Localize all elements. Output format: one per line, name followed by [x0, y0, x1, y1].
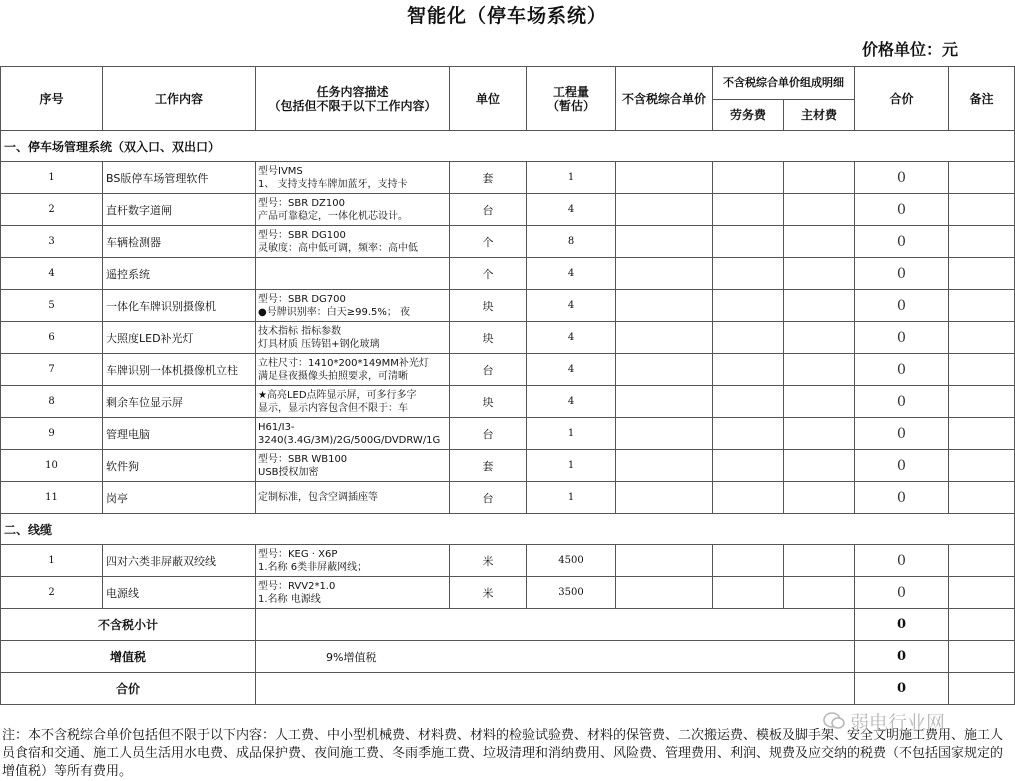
- desc-line: 型号：RVV2*1.0: [258, 580, 336, 592]
- cell-work: 大照度LED补光灯: [103, 322, 256, 354]
- cell-remark: [949, 194, 1015, 226]
- cell-labor: [713, 162, 784, 194]
- summary-label: 合价: [1, 673, 256, 705]
- desc-line: ★高亮LED点阵显示屏，可多行多字: [258, 389, 417, 401]
- section-title: 二、线缆: [1, 514, 1015, 545]
- unit-row: [0, 33, 1014, 66]
- cell-labor: [713, 577, 784, 609]
- header-qty-line1: 工程量: [552, 84, 589, 99]
- cell-qty: 1: [527, 418, 616, 450]
- summary-total: 0: [855, 641, 949, 673]
- summary-remark: [949, 609, 1015, 641]
- cell-total: 0: [855, 450, 949, 482]
- sheet-title: 智能化（停车场系统）: [406, 5, 607, 27]
- cell-remark: [949, 577, 1015, 609]
- cell-remark: [949, 450, 1015, 482]
- cell-work: 遥控系统: [103, 258, 256, 290]
- cell-unit: 台: [450, 482, 527, 514]
- cell-unit: 台: [450, 418, 527, 450]
- summary-label: 增值税: [1, 641, 256, 673]
- cell-desc: [256, 354, 450, 386]
- cell-seq: 9: [1, 418, 103, 450]
- cell-total: 0: [855, 322, 949, 354]
- cell-price: [616, 162, 713, 194]
- cell-qty: 4: [527, 258, 616, 290]
- desc-line: 立柱尺寸：1410*200*149MM补光灯: [258, 357, 429, 369]
- header-unit: 单位: [450, 67, 527, 131]
- cell-remark: [949, 418, 1015, 450]
- desc-line: 产品可靠稳定，一体化机芯设计。: [258, 210, 408, 222]
- cell-desc: [256, 418, 450, 450]
- cell-price: [616, 450, 713, 482]
- cell-seq: 2: [1, 194, 103, 226]
- summary-remark: [949, 641, 1015, 673]
- cell-seq: 3: [1, 226, 103, 258]
- cell-unit: 个: [450, 226, 527, 258]
- cell-remark: [949, 354, 1015, 386]
- table-row: [1, 545, 1015, 577]
- cell-material: [784, 482, 855, 514]
- summary-desc: [256, 609, 855, 641]
- cell-desc: [256, 545, 450, 577]
- cell-seq: 8: [1, 386, 103, 418]
- desc-line: ●号牌识别率：白天≥99.5%； 夜: [258, 306, 411, 318]
- cell-remark: [949, 226, 1015, 258]
- cell-material: [784, 386, 855, 418]
- cell-unit: 套: [450, 162, 527, 194]
- cell-work: 管理电脑: [103, 418, 256, 450]
- cell-remark: [949, 290, 1015, 322]
- header-task: [256, 67, 450, 131]
- cell-price: [616, 577, 713, 609]
- desc-line: 型号：SBR DZ100: [258, 197, 345, 209]
- cell-price: [616, 418, 713, 450]
- cell-total: 0: [855, 545, 949, 577]
- table-row: [1, 418, 1015, 450]
- table-row: [1, 258, 1015, 290]
- table-row: [1, 577, 1015, 609]
- desc-line: USB授权加密: [258, 466, 319, 478]
- section-row: [1, 131, 1015, 162]
- desc-line: 3240(3.4G/3M)/2G/500G/DVDRW/1G: [258, 434, 441, 446]
- desc-line: H61/I3-: [258, 421, 295, 433]
- summary-row: [1, 673, 1015, 705]
- cell-price: [616, 322, 713, 354]
- cell-remark: [949, 386, 1015, 418]
- cell-desc: [256, 226, 450, 258]
- summary-total: 0: [855, 673, 949, 705]
- summary-row: [1, 641, 1015, 673]
- cell-material: [784, 354, 855, 386]
- header-labor: 劳务费: [713, 100, 784, 131]
- summary-total: 0: [855, 609, 949, 641]
- cell-work: 剩余车位显示屏: [103, 386, 256, 418]
- cell-qty: 4: [527, 290, 616, 322]
- cell-work: 四对六类非屏蔽双绞线: [103, 545, 256, 577]
- cell-seq: 11: [1, 482, 103, 514]
- header-task-line2: （包括但不限于以下工作内容）: [268, 98, 437, 113]
- cell-unit: 台: [450, 354, 527, 386]
- cell-total: 0: [855, 162, 949, 194]
- cell-remark: [949, 482, 1015, 514]
- cell-qty: 4: [527, 386, 616, 418]
- cell-total: 0: [855, 258, 949, 290]
- cell-unit: 块: [450, 290, 527, 322]
- table-row: [1, 354, 1015, 386]
- desc-line: 型号IVMS: [258, 165, 303, 177]
- cell-seq: 10: [1, 450, 103, 482]
- cell-material: [784, 545, 855, 577]
- cell-desc: [256, 194, 450, 226]
- cell-seq: 7: [1, 354, 103, 386]
- table-row: [1, 194, 1015, 226]
- cell-desc: [256, 258, 450, 290]
- cell-total: 0: [855, 577, 949, 609]
- cell-labor: [713, 545, 784, 577]
- cell-material: [784, 258, 855, 290]
- cell-qty: 1: [527, 162, 616, 194]
- cell-seq: 1: [1, 162, 103, 194]
- table-body: [1, 131, 1015, 705]
- cell-labor: [713, 194, 784, 226]
- cell-unit: 套: [450, 450, 527, 482]
- summary-desc: [256, 673, 855, 705]
- desc-line: 型号：SBR DG100: [258, 229, 346, 241]
- cell-desc: [256, 450, 450, 482]
- desc-line: 型号：SBR WB100: [258, 453, 348, 465]
- cell-material: [784, 450, 855, 482]
- cell-seq: 4: [1, 258, 103, 290]
- cell-work: 车辆检测器: [103, 226, 256, 258]
- cell-material: [784, 322, 855, 354]
- summary-row: [1, 609, 1015, 641]
- cell-total: 0: [855, 290, 949, 322]
- desc-line: 型号：KEG · X6P: [258, 548, 338, 560]
- desc-line: 灯具材质 压铸铝+钢化玻璃: [258, 338, 380, 350]
- desc-line: 1.名称 电源线: [258, 593, 321, 605]
- header-price: 不含税综合单价: [616, 67, 713, 131]
- cell-qty: 4: [527, 354, 616, 386]
- header-material: 主材费: [784, 100, 855, 131]
- cell-work: 车牌识别一体机摄像机立柱: [103, 354, 256, 386]
- cell-labor: [713, 354, 784, 386]
- cell-desc: [256, 482, 450, 514]
- cell-labor: [713, 418, 784, 450]
- cell-price: [616, 258, 713, 290]
- desc-line: 1.名称 6类非屏蔽网线；: [258, 561, 368, 573]
- desc-line: 定制标准，包含空调插座等: [258, 492, 378, 503]
- summary-label: 不含税小计: [1, 609, 256, 641]
- cell-qty: 4: [527, 194, 616, 226]
- cell-work: BS版停车场管理软件: [103, 162, 256, 194]
- cell-seq: 6: [1, 322, 103, 354]
- cell-unit: 台: [450, 194, 527, 226]
- wechat-icon: [822, 711, 846, 736]
- cell-material: [784, 162, 855, 194]
- desc-line: 1、 支持支持车牌加蓝牙，支持卡: [258, 178, 408, 190]
- cell-desc: [256, 162, 450, 194]
- table-row: [1, 386, 1015, 418]
- cell-material: [784, 290, 855, 322]
- cell-unit: 米: [450, 577, 527, 609]
- cell-qty: 1: [527, 450, 616, 482]
- cell-qty: 8: [527, 226, 616, 258]
- cell-labor: [713, 386, 784, 418]
- cell-unit: 块: [450, 386, 527, 418]
- table-row: [1, 322, 1015, 354]
- cell-unit: 个: [450, 258, 527, 290]
- cell-desc: [256, 386, 450, 418]
- header-work: 工作内容: [103, 67, 256, 131]
- cell-work: 电源线: [103, 577, 256, 609]
- cell-desc: [256, 290, 450, 322]
- cell-total: 0: [855, 418, 949, 450]
- cell-qty: 1: [527, 482, 616, 514]
- cell-qty: 3500: [527, 577, 616, 609]
- cell-labor: [713, 258, 784, 290]
- watermark: [822, 708, 945, 736]
- cell-price: [616, 226, 713, 258]
- header-composition: 不含税综合单价组成明细: [713, 67, 855, 100]
- cell-labor: [713, 290, 784, 322]
- table-row: [1, 290, 1015, 322]
- cell-remark: [949, 162, 1015, 194]
- cell-unit: 块: [450, 322, 527, 354]
- cell-total: 0: [855, 386, 949, 418]
- cell-total: 0: [855, 354, 949, 386]
- header-remark: 备注: [949, 67, 1015, 131]
- cell-desc: [256, 577, 450, 609]
- desc-line: 显示，显示内容包含但不限于：车: [258, 402, 408, 414]
- header-total: 合价: [855, 67, 949, 131]
- cell-work: 一体化车牌识别摄像机: [103, 290, 256, 322]
- price-unit-label: 价格单位：元: [861, 40, 958, 59]
- cell-work: 岗亭: [103, 482, 256, 514]
- cell-labor: [713, 450, 784, 482]
- cell-remark: [949, 258, 1015, 290]
- cell-material: [784, 194, 855, 226]
- cell-price: [616, 482, 713, 514]
- cell-work: 软件狗: [103, 450, 256, 482]
- cell-material: [784, 226, 855, 258]
- watermark-text: 弱电行业网: [850, 712, 946, 734]
- cell-work: 直杆数字道闸: [103, 194, 256, 226]
- desc-line: 满足昼夜摄像头拍照要求，可清晰: [258, 370, 408, 382]
- cell-qty: 4500: [527, 545, 616, 577]
- cell-qty: 4: [527, 322, 616, 354]
- table-row: [1, 482, 1015, 514]
- cell-desc: [256, 322, 450, 354]
- header-qty-line2: （暂估）: [546, 98, 595, 113]
- summary-remark: [949, 673, 1015, 705]
- cell-price: [616, 290, 713, 322]
- cell-material: [784, 577, 855, 609]
- cell-labor: [713, 226, 784, 258]
- table-row: [1, 162, 1015, 194]
- cell-seq: 5: [1, 290, 103, 322]
- cell-total: 0: [855, 194, 949, 226]
- cell-remark: [949, 322, 1015, 354]
- cell-price: [616, 545, 713, 577]
- cell-labor: [713, 482, 784, 514]
- cell-seq: 1: [1, 545, 103, 577]
- cell-price: [616, 194, 713, 226]
- cell-material: [784, 418, 855, 450]
- cell-labor: [713, 322, 784, 354]
- cell-seq: 2: [1, 577, 103, 609]
- quote-table: [0, 66, 1015, 705]
- header-seq: 序号: [1, 67, 103, 131]
- cell-price: [616, 354, 713, 386]
- cell-unit: 米: [450, 545, 527, 577]
- summary-desc: 9%增值税: [256, 641, 855, 673]
- table-row: [1, 450, 1015, 482]
- cell-remark: [949, 545, 1015, 577]
- cell-total: 0: [855, 482, 949, 514]
- desc-line: 型号：SBR DG700: [258, 293, 346, 305]
- desc-line: 技术指标 指标参数: [258, 325, 342, 337]
- header-task-line1: 任务内容描述: [316, 84, 389, 99]
- cell-price: [616, 386, 713, 418]
- desc-line: 灵敏度：高中低可调，频率：高中低: [258, 242, 418, 254]
- header-qty: [527, 67, 616, 131]
- cell-total: 0: [855, 226, 949, 258]
- section-row: [1, 514, 1015, 545]
- section-title: 一、停车场管理系统（双入口、双出口）: [1, 131, 1015, 162]
- table-row: [1, 226, 1015, 258]
- footnote: 注：本不含税综合单价包括但不限于以下内容：人工费、中小型机械费、材料费、材料的检验试验费、材料的保管费、二次搬运费、模板及脚手架、安全文明施工费用、施工人员食宿和交通、施工人员生活用水电费、成品保护费、夜间施工费、冬雨季施工费、垃圾清理和消纳费用、风险费、管理费用、利润、规费及应交纳的税费（不包括国家规定的增值税）等所有费用。: [2, 728, 1004, 779]
